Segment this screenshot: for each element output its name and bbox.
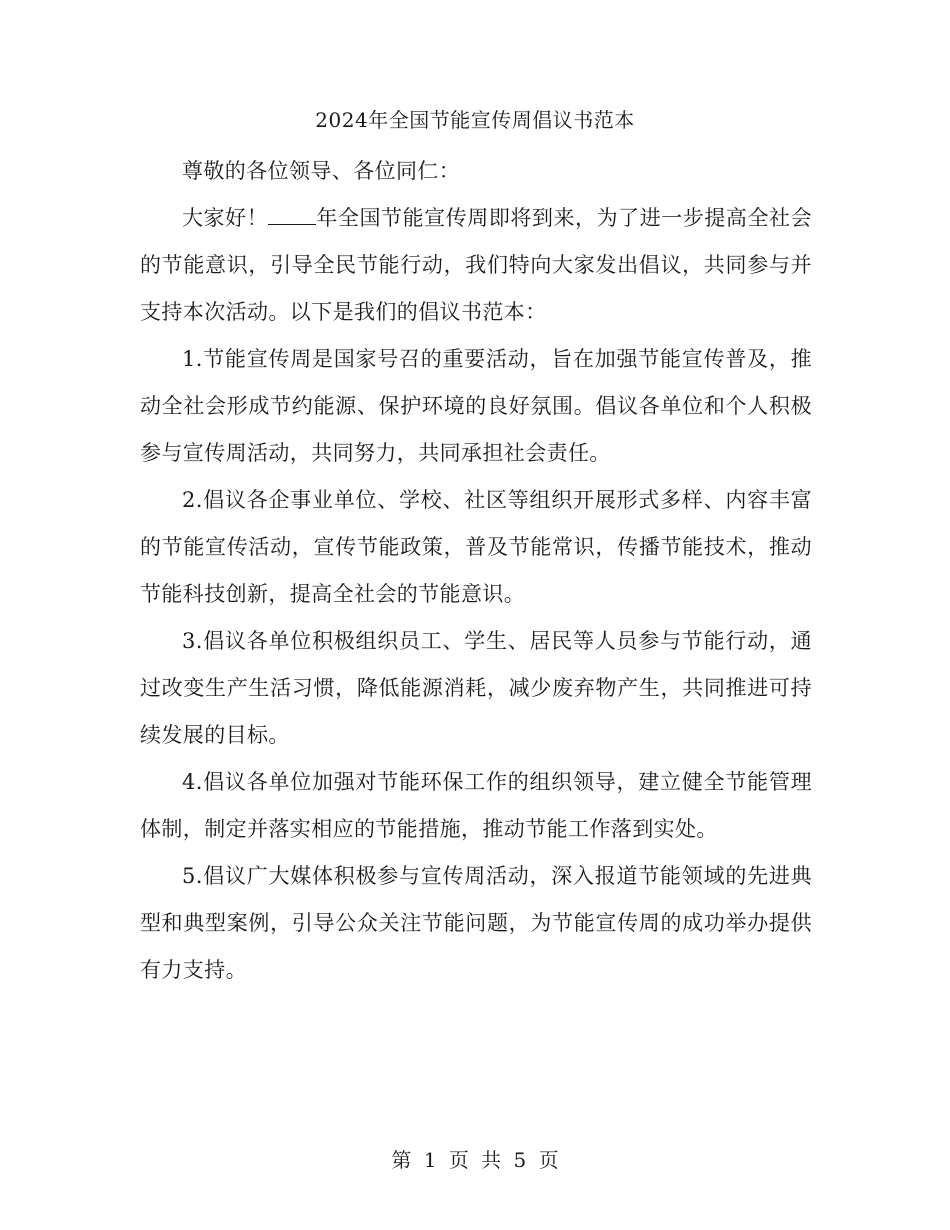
document-title: 2024年全国节能宣传周倡议书范本 bbox=[315, 108, 635, 132]
page-footer: 第 1 页 共 5 页 bbox=[391, 1148, 559, 1172]
intro-text: 年全国节能宣传周即将到来，为了进一步提高全社会的节能意识，引导全民节能行动，我们特向大家发出倡议，共同参与并支持本次活动。以下是我们的倡议书范本： bbox=[140, 206, 812, 324]
item-4: 4.倡议各单位加强对节能环保工作的组织领导，建立健全节能管理体制，制定并落实相应的节能措施，推动节能工作落到实处。 bbox=[140, 770, 812, 841]
item-2: 2.倡议各企事业单位、学校、社区等组织开展形式多样、内容丰富的节能宣传活动，宣传节能政策，普及节能常识，传播节能技术，推动节能科技创新，提高全社会的节能意识。 bbox=[140, 488, 812, 606]
intro-greeting: 大家好！ bbox=[182, 206, 269, 230]
item-3: 3.倡议各单位积极组织员工、学生、居民等人员参与节能行动，通过改变生产生活习惯，降低能源消耗，减少废弃物产生，共同推进可持续发展的目标。 bbox=[140, 629, 812, 747]
item-5: 5.倡议广大媒体积极参与宣传周活动，深入报道节能领域的先进典型和典型案例，引导公众关注节能问题，为节能宣传周的成功举办提供有力支持。 bbox=[140, 864, 812, 982]
document-body bbox=[140, 148, 812, 994]
salutation: 尊敬的各位领导、各位同仁： bbox=[182, 159, 461, 183]
intro-paragraph bbox=[140, 195, 812, 336]
item-1: 1.节能宣传周是国家号召的重要活动，旨在加强节能宣传普及，推动全社会形成节约能源、保护环境的良好氛围。倡议各单位和个人积极参与宣传周活动，共同努力，共同承担社会责任。 bbox=[140, 347, 812, 465]
year-blank bbox=[268, 206, 316, 225]
